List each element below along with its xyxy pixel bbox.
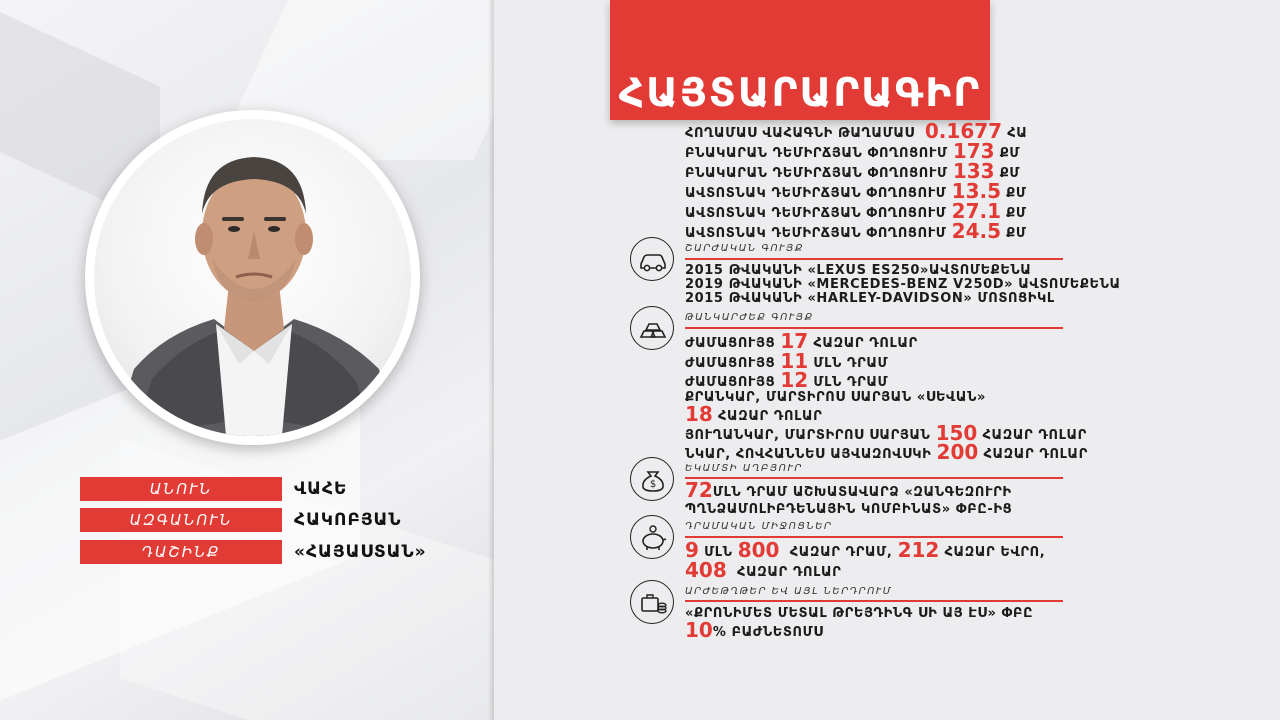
valuables-line: ԺԱՄԱՑՈՒՅՑ 12 ՄԼՆ ԴՐԱՄ: [685, 368, 889, 392]
info-row-name: [80, 477, 347, 501]
category-rule: [685, 477, 1063, 479]
valuables-line: ՆԿԱՐ, ՀՈՎՀԱՆՆԵՍ ԱՅՎԱԶՈՎՍԿԻ 200 ՀԱԶԱՐ ԴՈԼԱՐ: [685, 440, 1088, 464]
real-estate-line: ԱՎՏՈՏՆԱԿ ԴԵՄԻՐՃՅԱՆ ՓՈՂՈՑՈՒՄ 13.5 ՔՄ: [685, 179, 1027, 203]
header-banner: [610, 0, 990, 120]
movable-line: 2015 ԹՎԱԿԱՆԻ «HARLEY-DAVIDSON» ՄՈՏՈՑԻԿԼ: [685, 291, 1055, 306]
income-line: 72ՄԼՆ ԴՐԱՄ ԱՇԽԱՏԱՎԱՐՁ «ԶԱՆԳԵԶՈՒՐԻ: [685, 478, 1012, 502]
surname-value: ՀԱԿՈԲՅԱՆ: [294, 510, 402, 530]
faction-label: ԴԱՇԻՆՔ: [80, 540, 282, 564]
car-icon: [630, 237, 674, 281]
category-label: ԹԱՆԿԱՐԺԵՔ ԳՈՒՅՔ: [685, 312, 814, 323]
cash-line: 9 ՄԼՆ 800 ՀԱԶԱՐ ԴՐԱՄ, 212 ՀԱԶԱՐ ԵՎՐՈ,: [685, 538, 1046, 562]
info-row-surname: [80, 508, 402, 532]
faction-value: «ՀԱՅԱՍՏԱՆ»: [294, 542, 427, 562]
page-title: ՀԱՅՏԱՐԱՐԱԳԻՐ: [618, 71, 982, 116]
movable-line: 2015 ԹՎԱԿԱՆԻ «LEXUS ES250»ԱՎՏՈՄԵՔԵՆԱ: [685, 263, 1032, 278]
name-value: ՎԱՀԵ: [294, 479, 348, 499]
movable-line: 2019 ԹՎԱԿԱՆԻ «MERCEDES-BENZ V250D» ԱՎՏՈՄԵՔԵՆԱ: [685, 277, 1121, 292]
cash-line: 408 ՀԱԶԱՐ ԴՈԼԱՐ: [685, 558, 842, 582]
briefcase-coins-icon: [630, 580, 674, 624]
left-panel: [0, 0, 494, 720]
valuables-line: ՅՈՒՂԱՆԿԱՐ, ՄԱՐՏԻՐՈՍ ՍԱՐՅԱՆ 150 ՀԱԶԱՐ ԴՈԼԱՐ: [685, 421, 1087, 445]
valuables-line: ԺԱՄԱՑՈՒՅՑ 17 ՀԱԶԱՐ ԴՈԼԱՐ: [685, 329, 918, 353]
info-row-faction: [80, 540, 427, 564]
real-estate-line: ԱՎՏՈՏՆԱԿ ԴԵՄԻՐՃՅԱՆ ՓՈՂՈՑՈՒՄ 27.1 ՔՄ: [685, 199, 1027, 223]
valuables-line: ԺԱՄԱՑՈՒՅՑ 11 ՄԼՆ ԴՐԱՄ: [685, 349, 889, 373]
money-bag-icon: [630, 457, 674, 501]
category-rule: [685, 258, 1063, 260]
valuables-line: ՔՐԱՆԿԱՐ, ՄԱՐՏԻՐՈՍ ՍԱՐՅԱՆ «ՍԵՎԱՆ»: [685, 390, 986, 405]
piggy-bank-icon: [630, 515, 674, 559]
svg-text:$: $: [649, 479, 657, 490]
portrait-photo: [94, 119, 411, 436]
valuables-line: 18 ՀԱԶԱՐ ԴՈԼԱՐ: [685, 402, 823, 426]
category-label: ԵԿԱՄՏԻ ԱՂԲՅՈՒՐ: [685, 463, 803, 474]
gold-bars-icon: [630, 306, 674, 350]
real-estate-line: ԲՆԱԿԱՐԱՆ ԴԵՄԻՐՃՅԱՆ ՓՈՂՈՑՈՒՄ 173 ՔՄ: [685, 139, 1021, 163]
name-label: ԱՆՈՒՆ: [80, 477, 282, 501]
income-line: ՊՂՆՁԱՄՈԼԻԲԴԵՆԱՅԻՆ ԿՈՄԲԻՆԱՏ» ՓԲԸ-ԻՑ: [685, 502, 1013, 517]
portrait-frame: [85, 110, 420, 445]
category-rule: [685, 600, 1063, 602]
real-estate-line: ԲՆԱԿԱՐԱՆ ԴԵՄԻՐՃՅԱՆ ՓՈՂՈՑՈՒՄ 133 ՔՄ: [685, 159, 1021, 183]
real-estate-line: ԱՎՏՈՏՆԱԿ ԴԵՄԻՐՃՅԱՆ ՓՈՂՈՑՈՒՄ 24.5 ՔՄ: [685, 219, 1027, 243]
category-label: ՇԱՐԺԱԿԱՆ ԳՈՒՅՔ: [685, 243, 804, 254]
category-rule: [685, 327, 1063, 329]
surname-label: ԱԶԳԱՆՈՒՆ: [80, 508, 282, 532]
category-label: ԴՐԱՄԱԿԱՆ ՄԻՋՈՑՆԵՐ: [685, 521, 833, 532]
securities-line: «ՔՐՈՆԻՄԵՏ ՄԵՏԱԼ ԹՐԵՅԴԻՆԳ ՍԻ ԱՅ ԷՍ» ՓԲԸ: [685, 606, 1034, 621]
real-estate-line: ՀՈՂԱՄԱՍ ՎԱՀԱԳՆԻ ԹԱՂԱՄԱՍ 0.1677 ՀԱ: [685, 119, 1028, 143]
securities-line: 10% ԲԱԺՆԵՏՈՄՍ: [685, 618, 824, 642]
category-label: ԱՐԺԵԹՂԹԵՐ ԵՎ ԱՅԼ ՆԵՐԴՐՈՒՄ: [685, 586, 893, 597]
